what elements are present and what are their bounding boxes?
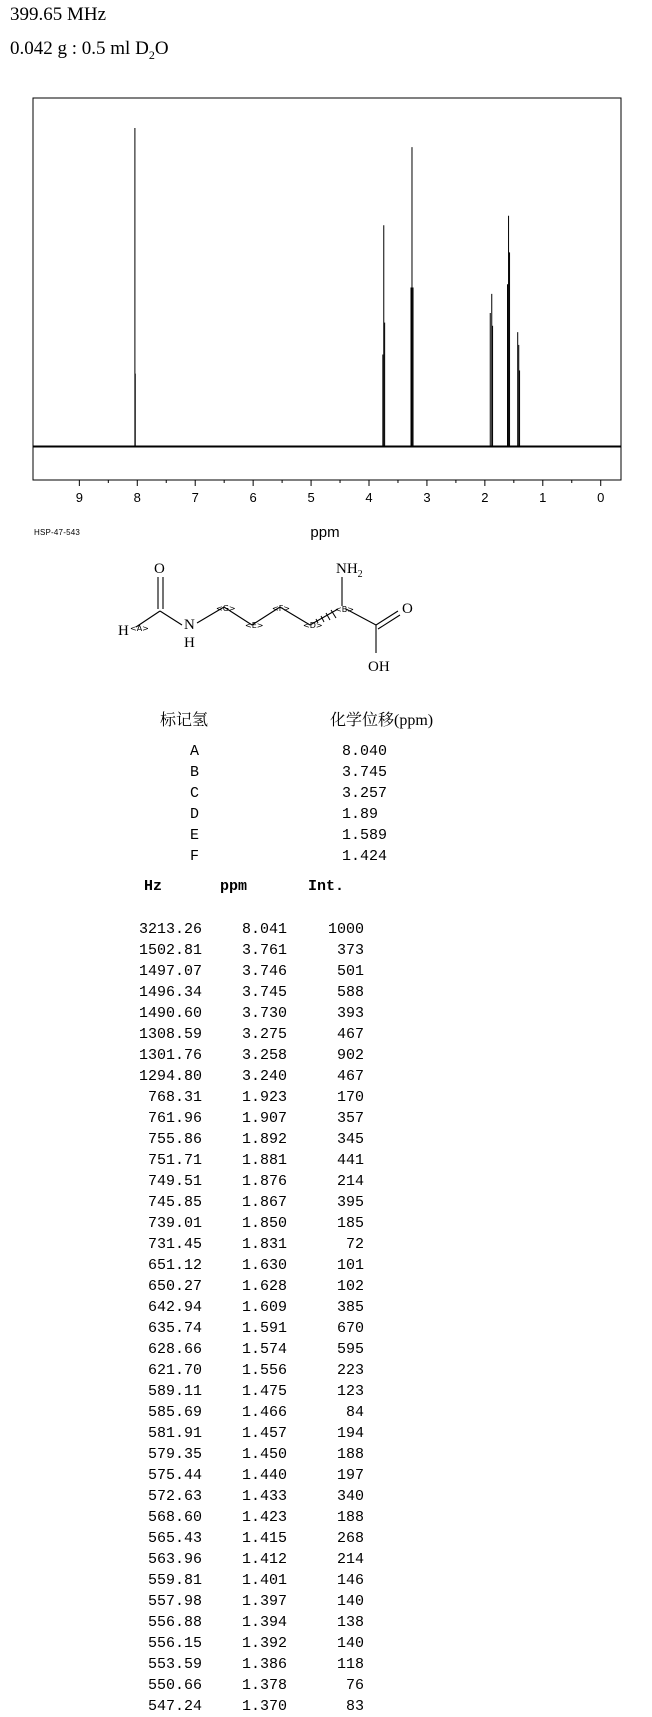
assignment-label: F bbox=[190, 848, 200, 865]
peak-hz: 621.70 bbox=[147, 1362, 202, 1379]
peak-ppm: 3.746 bbox=[241, 963, 287, 980]
atom-h-amide: H bbox=[184, 635, 195, 651]
peak-int: 146 bbox=[336, 1572, 364, 1589]
peak-ppm: 1.397 bbox=[241, 1593, 287, 1610]
x-tick-label: 2 bbox=[481, 490, 489, 505]
x-tick-label: 7 bbox=[191, 490, 199, 505]
peak-ppm: 1.386 bbox=[241, 1656, 287, 1673]
peak-ppm: 1.609 bbox=[241, 1299, 287, 1316]
atom-n-amide: N bbox=[184, 617, 195, 633]
peak-hz: 572.63 bbox=[147, 1488, 202, 1505]
table-row bbox=[0, 1360, 652, 1381]
peak-hz: 563.96 bbox=[147, 1551, 202, 1568]
x-axis-tick-labels bbox=[76, 490, 605, 505]
peak-int: 138 bbox=[336, 1614, 364, 1631]
peak-hz: 3213.26 bbox=[138, 921, 202, 938]
spectrum-code: HSP-47-543 bbox=[34, 528, 81, 537]
peak-int: 345 bbox=[336, 1131, 364, 1148]
peak-hz: 628.66 bbox=[147, 1341, 202, 1358]
peak-int: 197 bbox=[336, 1467, 364, 1484]
peak-int: 393 bbox=[336, 1005, 364, 1022]
peak-int: 441 bbox=[336, 1152, 364, 1169]
x-tick-label: 9 bbox=[75, 490, 83, 505]
table-row bbox=[0, 1549, 652, 1570]
peak-int: 194 bbox=[336, 1425, 364, 1442]
peak-ppm: 1.392 bbox=[241, 1635, 287, 1652]
peak-hz: 547.24 bbox=[147, 1698, 202, 1715]
peak-ppm: 1.867 bbox=[241, 1194, 287, 1211]
peak-hz: 1308.59 bbox=[138, 1026, 202, 1043]
peak-hz: 1502.81 bbox=[138, 942, 202, 959]
table-row bbox=[0, 1444, 652, 1465]
peak-int: 188 bbox=[336, 1446, 364, 1463]
table-row bbox=[0, 1675, 652, 1696]
x-tick-label: 5 bbox=[307, 490, 315, 505]
peak-int: 214 bbox=[336, 1173, 364, 1190]
table-row bbox=[0, 1150, 652, 1171]
x-axis-label: ppm bbox=[310, 524, 340, 541]
assignment-shift: 8.040 bbox=[342, 743, 388, 760]
peak-hz: 635.74 bbox=[147, 1320, 202, 1337]
table-row bbox=[0, 1612, 652, 1633]
peak-hz: 751.71 bbox=[147, 1152, 202, 1169]
assignment-label: C bbox=[190, 785, 200, 802]
peak-ppm: 1.412 bbox=[241, 1551, 287, 1568]
peak-ppm: 1.423 bbox=[241, 1509, 287, 1526]
table-row bbox=[0, 1696, 652, 1717]
assignment-label: B bbox=[190, 764, 200, 781]
table-row bbox=[0, 1339, 652, 1360]
table-row bbox=[0, 1486, 652, 1507]
peak-int: 185 bbox=[336, 1215, 364, 1232]
peak-ppm: 1.591 bbox=[241, 1320, 287, 1337]
x-axis-ticks bbox=[79, 480, 600, 486]
peak-int: 670 bbox=[336, 1320, 364, 1337]
table-row bbox=[0, 1633, 652, 1654]
table-row bbox=[0, 1129, 652, 1150]
label-f: <F> bbox=[272, 604, 291, 613]
peak-ppm: 1.370 bbox=[241, 1698, 287, 1715]
peak-ppm: 1.457 bbox=[241, 1425, 287, 1442]
peak-hz: 768.31 bbox=[147, 1089, 202, 1106]
atom-nh2 bbox=[336, 561, 363, 580]
peak-hz: 556.88 bbox=[147, 1614, 202, 1631]
peak-hz: 1496.34 bbox=[138, 984, 202, 1001]
peak-int: 118 bbox=[336, 1656, 364, 1673]
peak-hz: 642.94 bbox=[147, 1299, 202, 1316]
peak-hz: 755.86 bbox=[147, 1131, 202, 1148]
peak-int: 373 bbox=[336, 942, 364, 959]
table-row bbox=[0, 1591, 652, 1612]
peak-hz: 557.98 bbox=[147, 1593, 202, 1610]
sample-subscript: 2 bbox=[148, 47, 155, 62]
label-a: <A> bbox=[130, 624, 149, 633]
peak-hz: 575.44 bbox=[147, 1467, 202, 1484]
table-row bbox=[0, 940, 652, 961]
peak-ppm: 1.401 bbox=[241, 1572, 287, 1589]
peak-ppm: 1.831 bbox=[241, 1236, 287, 1253]
peak-ppm: 1.574 bbox=[241, 1341, 287, 1358]
peak-int: 588 bbox=[336, 984, 364, 1001]
peak-ppm: 1.466 bbox=[241, 1404, 287, 1421]
table-row bbox=[0, 1318, 652, 1339]
table-row bbox=[0, 1276, 652, 1297]
peak-ppm: 1.876 bbox=[241, 1173, 287, 1190]
table-row bbox=[0, 1003, 652, 1024]
peak-int: 340 bbox=[336, 1488, 364, 1505]
table-row bbox=[0, 1213, 652, 1234]
table-row bbox=[0, 1255, 652, 1276]
peak-int: 467 bbox=[336, 1068, 364, 1085]
peak-int: 188 bbox=[336, 1509, 364, 1526]
x-tick-label: 3 bbox=[423, 490, 431, 505]
peak-ppm: 1.475 bbox=[241, 1383, 287, 1400]
table-row bbox=[0, 1171, 652, 1192]
peak-ppm: 1.923 bbox=[241, 1089, 287, 1106]
assignment-shift: 3.745 bbox=[342, 764, 388, 781]
peak-int: 467 bbox=[336, 1026, 364, 1043]
table-row bbox=[0, 1465, 652, 1486]
peak-int: 501 bbox=[336, 963, 364, 980]
assignment-label: A bbox=[190, 743, 200, 760]
table-row bbox=[0, 1570, 652, 1591]
peak-hz: 1301.76 bbox=[138, 1047, 202, 1064]
table-row bbox=[0, 1423, 652, 1444]
peak-int: 902 bbox=[336, 1047, 364, 1064]
peak-header-hz: Hz bbox=[144, 878, 163, 895]
peak-hz: 651.12 bbox=[147, 1257, 202, 1274]
peak-ppm: 1.440 bbox=[241, 1467, 287, 1484]
peak-ppm: 1.433 bbox=[241, 1488, 287, 1505]
peak-ppm: 3.730 bbox=[241, 1005, 287, 1022]
assignment-label: E bbox=[190, 827, 200, 844]
peak-int: 140 bbox=[336, 1593, 364, 1610]
peak-int: 170 bbox=[336, 1089, 364, 1106]
peak-int: 268 bbox=[336, 1530, 364, 1547]
peak-int: 1000 bbox=[327, 921, 364, 938]
peak-int: 84 bbox=[345, 1404, 364, 1421]
label-g: <G> bbox=[216, 604, 236, 613]
table-row bbox=[0, 1381, 652, 1402]
peak-header-int: Int. bbox=[308, 878, 345, 895]
plot-frame bbox=[33, 98, 621, 480]
assignment-label: D bbox=[190, 806, 200, 823]
table-row bbox=[0, 982, 652, 1003]
peak-hz: 650.27 bbox=[147, 1278, 202, 1295]
peak-hz: 550.66 bbox=[147, 1677, 202, 1694]
peak-ppm: 1.630 bbox=[241, 1257, 287, 1274]
peak-ppm: 3.761 bbox=[241, 942, 287, 959]
atom-nh2-sub: 2 bbox=[357, 569, 363, 580]
atom-o-formyl: O bbox=[154, 561, 165, 577]
peak-int: 123 bbox=[336, 1383, 364, 1400]
table-row bbox=[0, 1507, 652, 1528]
table-row bbox=[0, 1528, 652, 1549]
peak-int: 140 bbox=[336, 1635, 364, 1652]
table-row bbox=[0, 1402, 652, 1423]
assignment-shift: 1.424 bbox=[342, 848, 388, 865]
bond-c-n bbox=[160, 611, 182, 625]
atom-o-carbonyl: O bbox=[402, 601, 413, 617]
assignment-shift: 3.257 bbox=[342, 785, 388, 802]
peak-int: 76 bbox=[345, 1677, 364, 1694]
peak-hz: 589.11 bbox=[147, 1383, 202, 1400]
chemical-structure bbox=[110, 555, 470, 695]
table-row bbox=[0, 1066, 652, 1087]
label-b: <B> bbox=[335, 605, 354, 614]
peak-ppm: 1.378 bbox=[241, 1677, 287, 1694]
peak-ppm: 3.275 bbox=[241, 1026, 287, 1043]
table-row bbox=[0, 1192, 652, 1213]
peak-hz: 553.59 bbox=[147, 1656, 202, 1673]
label-d: <D> bbox=[303, 621, 323, 630]
peak-ppm: 1.450 bbox=[241, 1446, 287, 1463]
peak-int: 357 bbox=[336, 1110, 364, 1127]
peak-hz: 1497.07 bbox=[138, 963, 202, 980]
peak-hz: 579.35 bbox=[147, 1446, 202, 1463]
peak-ppm: 1.415 bbox=[241, 1530, 287, 1547]
peak-int: 223 bbox=[336, 1362, 364, 1379]
peak-ppm: 3.745 bbox=[241, 984, 287, 1001]
peak-ppm: 1.892 bbox=[241, 1131, 287, 1148]
table-row bbox=[0, 919, 652, 940]
table-row bbox=[0, 961, 652, 982]
table-row bbox=[0, 1297, 652, 1318]
table-row bbox=[0, 1654, 652, 1675]
peak-ppm: 3.258 bbox=[241, 1047, 287, 1064]
peak-int: 385 bbox=[336, 1299, 364, 1316]
peak-int: 83 bbox=[345, 1698, 364, 1715]
spectrum-peaks bbox=[135, 128, 520, 447]
peak-ppm: 3.240 bbox=[241, 1068, 287, 1085]
peak-hz: 1294.80 bbox=[138, 1068, 202, 1085]
sample-prefix: 0.042 g : 0.5 ml D bbox=[10, 38, 149, 59]
nmr-spectrum-chart bbox=[0, 0, 652, 560]
x-tick-label: 4 bbox=[365, 490, 373, 505]
peak-hz: 731.45 bbox=[147, 1236, 202, 1253]
x-tick-label: 1 bbox=[539, 490, 547, 505]
assignment-header-label: 标记氢 bbox=[160, 712, 209, 729]
peak-hz: 739.01 bbox=[147, 1215, 202, 1232]
assignment-shift: 1.89 bbox=[342, 806, 379, 823]
peak-hz: 745.85 bbox=[147, 1194, 202, 1211]
spectrometer-frequency: 399.65 MHz bbox=[10, 4, 107, 25]
assignment-shift: 1.589 bbox=[342, 827, 388, 844]
peak-int: 395 bbox=[336, 1194, 364, 1211]
peak-hz: 749.51 bbox=[147, 1173, 202, 1190]
peak-hz: 556.15 bbox=[147, 1635, 202, 1652]
peak-hz: 585.69 bbox=[147, 1404, 202, 1421]
peak-hz: 565.43 bbox=[147, 1530, 202, 1547]
peak-hz: 568.60 bbox=[147, 1509, 202, 1526]
peak-ppm: 1.850 bbox=[241, 1215, 287, 1232]
peak-ppm: 8.041 bbox=[241, 921, 287, 938]
assignment-header-shift: 化学位移(ppm) bbox=[330, 712, 434, 729]
peak-ppm: 1.881 bbox=[241, 1152, 287, 1169]
label-e: <E> bbox=[245, 621, 264, 630]
sample-suffix: O bbox=[154, 38, 169, 59]
table-row bbox=[0, 1024, 652, 1045]
peak-int: 214 bbox=[336, 1551, 364, 1568]
x-tick-label: 0 bbox=[597, 490, 605, 505]
peak-int: 101 bbox=[336, 1257, 364, 1274]
peak-ppm: 1.628 bbox=[241, 1278, 287, 1295]
x-tick-label: 8 bbox=[133, 490, 141, 505]
peak-header-ppm: ppm bbox=[220, 878, 248, 895]
peak-hz: 559.81 bbox=[147, 1572, 202, 1589]
table-row bbox=[0, 1045, 652, 1066]
peak-ppm: 1.556 bbox=[241, 1362, 287, 1379]
peak-hz: 761.96 bbox=[147, 1110, 202, 1127]
peak-int: 72 bbox=[345, 1236, 364, 1253]
atom-h-formyl: H bbox=[118, 623, 129, 639]
atom-nh2-text: NH bbox=[336, 561, 358, 577]
x-tick-label: 6 bbox=[249, 490, 257, 505]
peak-hz: 581.91 bbox=[147, 1425, 202, 1442]
table-row bbox=[0, 1234, 652, 1255]
peak-int: 595 bbox=[336, 1341, 364, 1358]
peak-hz: 1490.60 bbox=[138, 1005, 202, 1022]
peak-int: 102 bbox=[336, 1278, 364, 1295]
atom-oh: OH bbox=[368, 659, 390, 675]
table-row bbox=[0, 1108, 652, 1129]
peak-ppm: 1.907 bbox=[241, 1110, 287, 1127]
table-row bbox=[0, 1087, 652, 1108]
peak-ppm: 1.394 bbox=[241, 1614, 287, 1631]
